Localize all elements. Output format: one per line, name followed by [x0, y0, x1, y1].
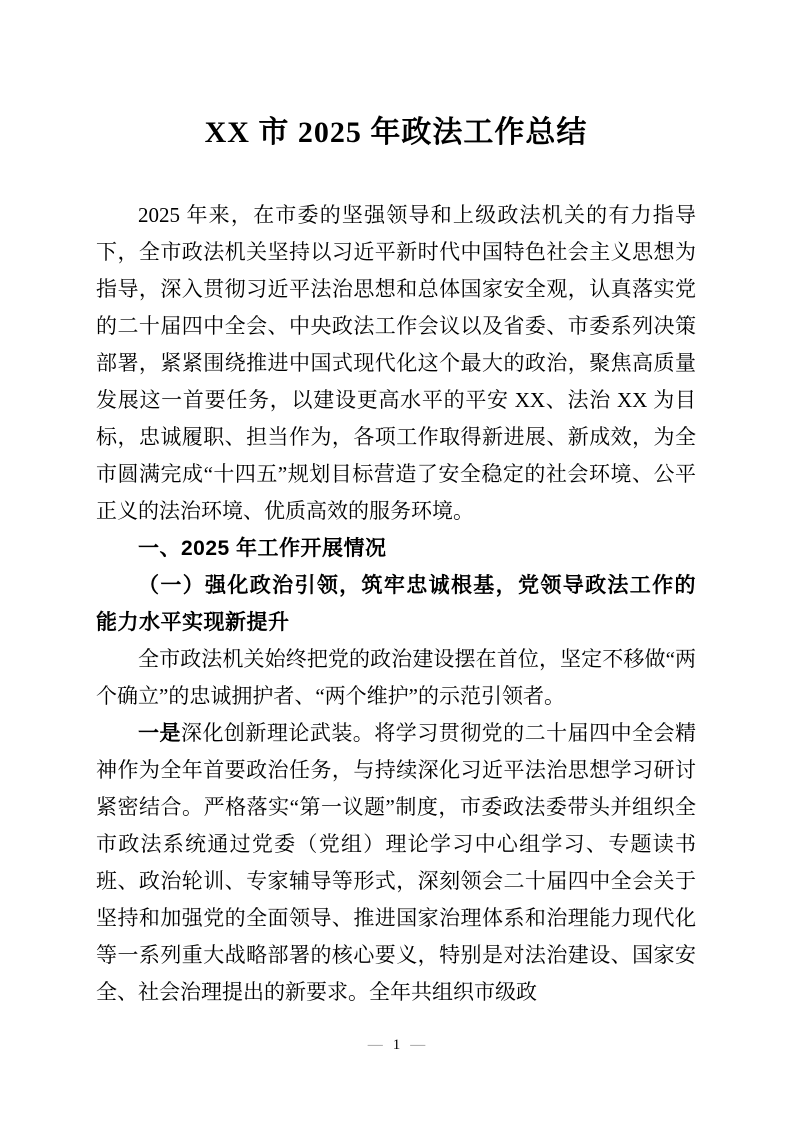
document-body	[96, 197, 696, 1011]
page-number: 1	[392, 1037, 401, 1053]
subsection-paragraph-1: 全市政法机关始终把党的政治建设摆在首位，坚定不移做“两个确立”的忠诚拥护者、“两个维护”的示范引领者。	[96, 647, 696, 708]
subsection-paragraph-2	[96, 715, 696, 1011]
list-lead-yishi: 一是	[138, 722, 181, 745]
footer-dash-left: —	[367, 1037, 383, 1053]
list-lead-body: 深化创新理论武装。将学习贯彻党的二十届四中全会精神作为全年首要政治任务，与持续深化习近平法治思想学习研讨紧密结合。严格落实“第一议题”制度，市委政法委带头并组织全市政法系统通过党委（党组）理论学习中心组学习、专题读书班、政治轮训、专家辅导等形式，深刻领会二十届四中全会关于坚持和加强党的全面领导、推进国家治理体系和治理能力现代化等一系列重大战略部署的核心要义，特别是对法治建设、国家安全、社会治理提出的新要求。全年共组织市级政	[96, 721, 697, 1004]
intro-paragraph: 2025 年来，在市委的坚强领导和上级政法机关的有力指导下，全市政法机关坚持以习近平新时代中国特色社会主义思想为指导，深入贯彻习近平法治思想和总体国家安全观，认真落实党的二十届四中全会、中央政法工作会议以及省委、市委系列决策部署，紧紧围绕推进中国式现代化这个最大的政治，聚焦高质量发展这一首要任务，以建设更高水平的平安 XX、法治 XX 为目标，忠诚履职、担当作为，各项工作取得新进展、新成效，为全市圆满完成“十四五”规划目标营造了安全稳定的社会环境、公平正义的法治环境、优质高效的服务环境。	[96, 203, 696, 523]
page-footer	[0, 1034, 793, 1056]
subsection-heading-1-1: （一）强化政治引领，筑牢忠诚根基，党领导政法工作的能力水平实现新提升	[96, 573, 696, 634]
section-heading-1: 一、2025 年工作开展情况	[138, 537, 387, 560]
document-title: XX 市 2025 年政法工作总结	[204, 116, 588, 149]
footer-dash-right: —	[410, 1037, 426, 1053]
document-content	[96, 0, 696, 1011]
